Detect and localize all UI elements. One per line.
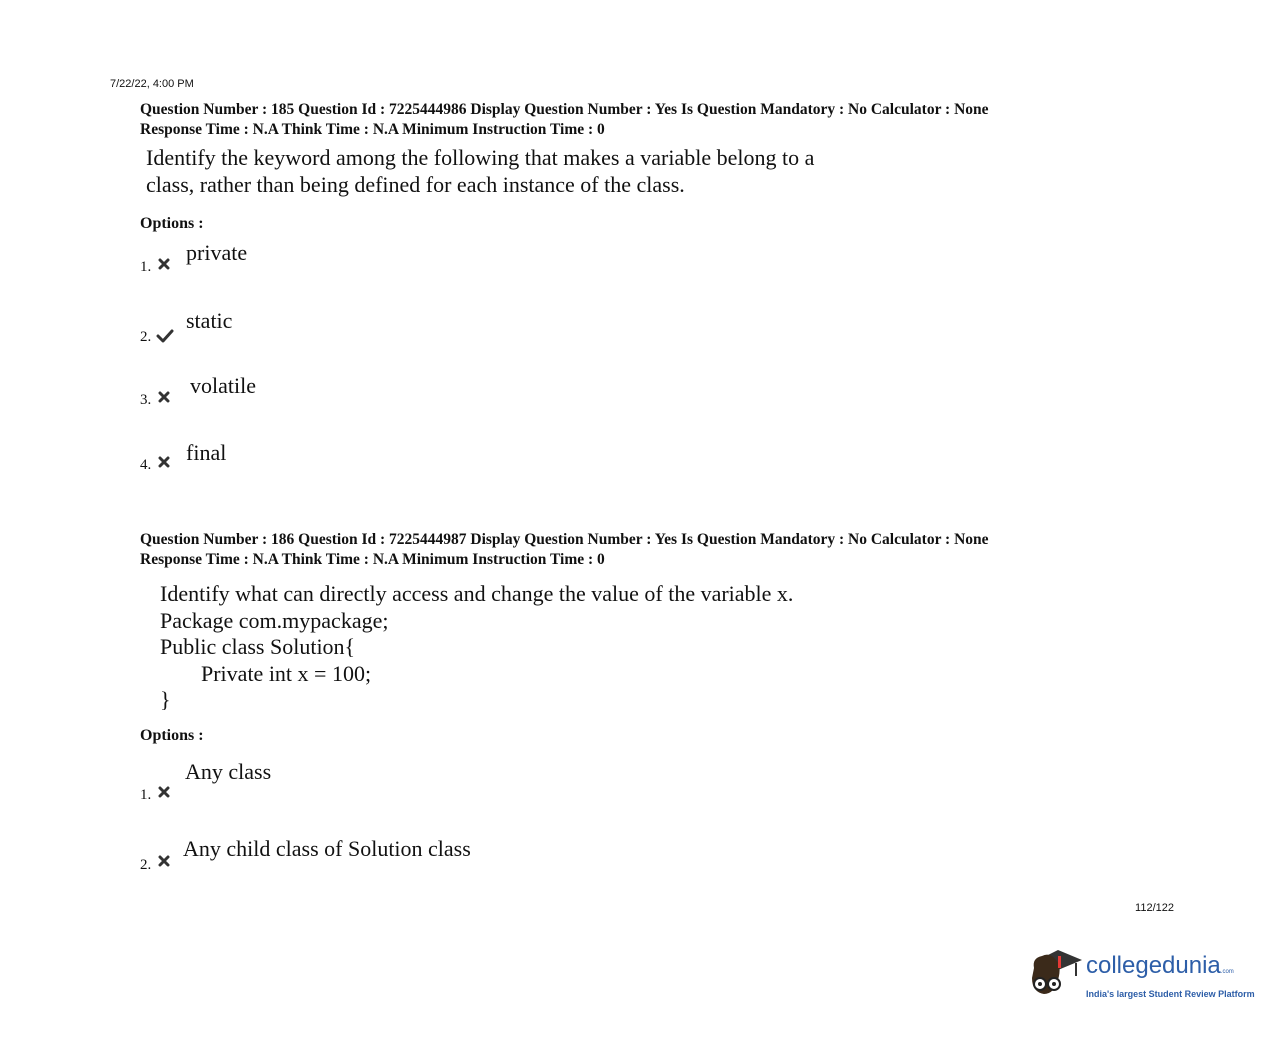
print-timestamp: 7/22/22, 4:00 PM <box>110 78 194 90</box>
question-text: Identify what can directly access and change the value of the variable x. Package com.mypackage; Public class Solution{ Private int x = 100; } <box>160 581 794 712</box>
option-number: 4. <box>140 457 152 473</box>
option-text: volatile <box>190 373 256 398</box>
question-text: Identify the keyword among the following that makes a variable belong to a class, rather than being defined for each instance of the class. <box>146 145 815 197</box>
wrong-icon <box>158 391 170 403</box>
question-meta: Question Number : 186 Question Id : 7225444987 Display Question Number : Yes Is Question Mandatory : No Calculator : None Response Time : N.A Think Time : N.A Minimum Instruction Time : 0 <box>140 531 989 568</box>
option-text: Any class <box>185 759 272 784</box>
options-label: Options : <box>140 215 204 232</box>
mascot-icon <box>1024 940 1084 1006</box>
wrong-icon <box>158 786 170 798</box>
option-number: 2. <box>140 857 152 873</box>
question-meta: Question Number : 185 Question Id : 7225444986 Display Question Number : Yes Is Question Mandatory : No Calculator : None Response Time : N.A Think Time : N.A Minimum Instruction Time : 0 <box>140 101 989 138</box>
page-number: 112/122 <box>1135 902 1174 914</box>
option-number: 3. <box>140 392 152 408</box>
brand-wordmark: collegedunia.com <box>1086 952 1234 979</box>
wrong-icon <box>158 456 170 468</box>
option-number: 1. <box>140 787 152 803</box>
collegedunia-mascot-logo <box>1024 940 1084 1006</box>
wrong-icon <box>158 855 170 867</box>
wrong-icon <box>158 258 170 270</box>
option-text: static <box>186 308 233 333</box>
option-text: final <box>186 440 227 465</box>
correct-check-icon <box>156 329 174 343</box>
option-text: Any child class of Solution class <box>183 836 471 861</box>
option-number: 2. <box>140 329 152 345</box>
option-number: 1. <box>140 259 152 275</box>
options-label: Options : <box>140 727 204 744</box>
option-text: private <box>186 240 248 265</box>
brand-tagline: India's largest Student Review Platform <box>1086 989 1255 999</box>
